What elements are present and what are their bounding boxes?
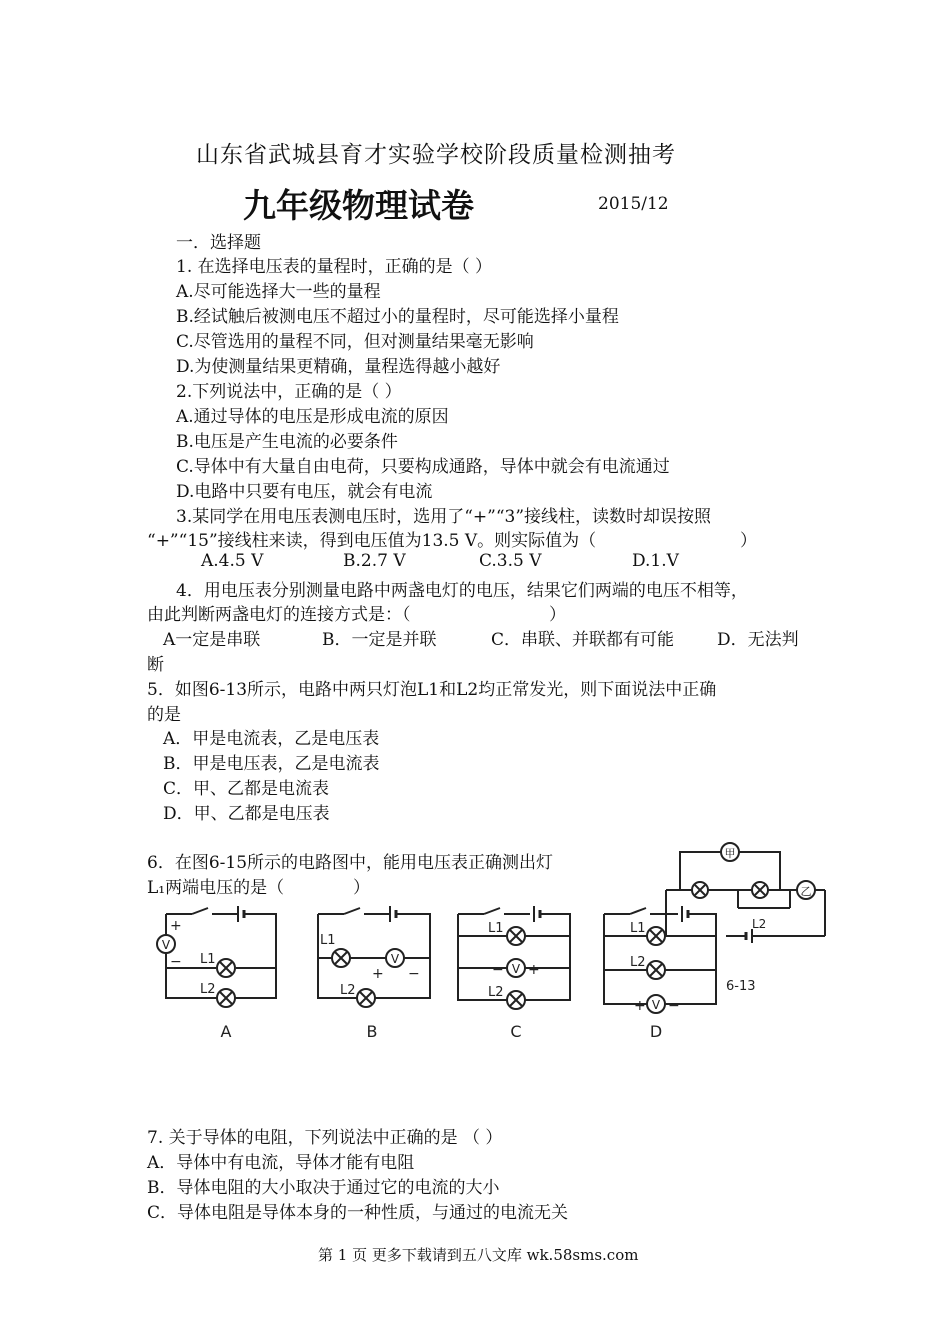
exam-date: 2015/12 — [598, 194, 669, 214]
circuit-d — [604, 906, 716, 1041]
label-d: D — [649, 1022, 663, 1041]
voltmeter-b-label: V — [390, 952, 400, 966]
q4-line1: 4．用电压表分别测量电路中两盏电灯的电压，结果它们两端的电压不相等， — [176, 581, 748, 601]
q7-option-b: B．导体电阻的大小取决于通过它的电流的大小 — [147, 1178, 500, 1198]
q1-option-d: D.为使测量结果更精确，量程选得越小越好 — [176, 357, 501, 377]
l1-label-b: L1 — [320, 933, 336, 948]
q5-option-a: A．甲是电流表，乙是电压表 — [163, 729, 380, 749]
circuit-c — [458, 906, 570, 1041]
q7-option-a: A．导体中有电流，导体才能有电阻 — [147, 1153, 415, 1173]
l1-label-d: L1 — [630, 921, 646, 936]
plus-c: + — [528, 962, 540, 978]
l2-label-c: L2 — [488, 985, 504, 1000]
figure-6-13-caption: 6-13 — [726, 979, 756, 994]
q4-option-a: A一定是串联 — [163, 630, 261, 650]
q5-line1: 5．如图6-13所示，电路中两只灯泡L1和L2均正常发光，则下面说法中正确 — [147, 680, 717, 700]
yi-label: 乙 — [800, 885, 812, 898]
ammeter-jia — [721, 843, 739, 861]
figure-6-15 — [150, 900, 740, 1050]
section-heading: 一．选择题 — [176, 233, 261, 253]
exam-title: 九年级物理试卷 — [243, 186, 474, 225]
lamp-l2 — [752, 882, 768, 898]
voltmeter-d-label: V — [651, 998, 661, 1012]
q4-option-d-cont: 断 — [147, 655, 164, 675]
l1-label-a: L1 — [200, 952, 216, 967]
lamp-l1 — [692, 882, 708, 898]
minus-c: − — [492, 962, 504, 978]
q2-stem: 2.下列说法中，正确的是（ ） — [176, 382, 402, 402]
q6-paren-close: ） — [353, 878, 370, 898]
q7-option-c: C．导体电阻是导体本身的一种性质，与通过的电流无关 — [147, 1203, 569, 1223]
q6-line2: L₁两端电压的是（ — [147, 878, 285, 898]
q3-option-b: B.2.7 V — [343, 551, 406, 571]
label-c: C — [510, 1022, 522, 1041]
q4-option-b: B．一定是并联 — [322, 630, 437, 650]
q5-option-c: C．甲、乙都是电流表 — [163, 779, 330, 799]
school-title: 山东省武城县育才实验学校阶段质量检测抽考 — [196, 142, 676, 168]
q4-option-d: D．无法判 — [717, 630, 799, 650]
plus-d: + — [634, 998, 646, 1014]
minus-b: − — [408, 966, 420, 982]
jia-label: 甲 — [724, 847, 736, 860]
label-b: B — [366, 1022, 378, 1041]
q5-option-b: B．甲是电压表，乙是电流表 — [163, 754, 380, 774]
q4-line2: 由此判断两盏电灯的连接方式是：（ — [147, 605, 411, 625]
page-footer: 第 1 页 更多下载请到五八文库 wk.58sms.com — [318, 1246, 639, 1264]
q2-option-a: A.通过导体的电压是形成电流的原因 — [176, 407, 449, 427]
plus-b: + — [372, 966, 384, 982]
l2-label-d: L2 — [630, 955, 646, 970]
voltmeter-c-label: V — [511, 962, 521, 976]
q7-stem: 7. 关于导体的电阻，下列说法中正确的是 （ ） — [147, 1128, 503, 1148]
q2-option-d: D.电路中只要有电压，就会有电流 — [176, 482, 433, 502]
q2-option-c: C.导体中有大量自由电荷，只要构成通路，导体中就会有电流通过 — [176, 457, 670, 477]
l1-label-c: L1 — [488, 921, 504, 936]
q3-option-a: A.4.5 V — [201, 551, 264, 571]
q1-option-c: C.尽管选用的量程不同，但对测量结果毫无影响 — [176, 332, 534, 352]
q6-line1: 6．在图6-15所示的电路图中，能用电压表正确测出灯 — [147, 853, 554, 873]
l2-label-b: L2 — [340, 983, 356, 998]
voltmeter-a-label: V — [161, 938, 171, 952]
q1-option-a: A.尽可能选择大一些的量程 — [176, 282, 381, 302]
q3-line1: 3.某同学在用电压表测电压时，选用了“+”“3”接线柱，读数时却误按照 — [176, 507, 712, 527]
q1-stem: 1. 在选择电压表的量程时，正确的是（ ） — [176, 257, 493, 277]
circuit-b — [318, 906, 430, 1041]
q5-line2: 的是 — [147, 705, 181, 725]
q3-option-c: C.3.5 V — [479, 551, 542, 571]
q4-option-c: C．串联、并联都有可能 — [491, 630, 675, 650]
q3-option-d: D.1.V — [632, 551, 679, 571]
meter-yi — [797, 881, 815, 899]
l2-label: L2 — [752, 917, 767, 931]
q1-option-b: B.经试触后被测电压不超过小的量程时，尽可能选择小量程 — [176, 307, 619, 327]
l2-label-a: L2 — [200, 982, 216, 997]
label-a: A — [220, 1022, 232, 1041]
q3-paren-close: ） — [740, 531, 757, 551]
minus-a: − — [170, 954, 182, 970]
minus-d: − — [668, 998, 680, 1014]
q2-option-b: B.电压是产生电流的必要条件 — [176, 432, 398, 452]
circuit-a — [157, 906, 276, 1041]
q3-line2: “+”“15”接线柱来读，得到电压值为13.5 V。则实际值为（ — [147, 531, 597, 551]
plus-a: + — [170, 918, 182, 934]
q5-option-d: D．甲、乙都是电压表 — [163, 804, 330, 824]
q4-paren-close: ） — [549, 605, 566, 625]
